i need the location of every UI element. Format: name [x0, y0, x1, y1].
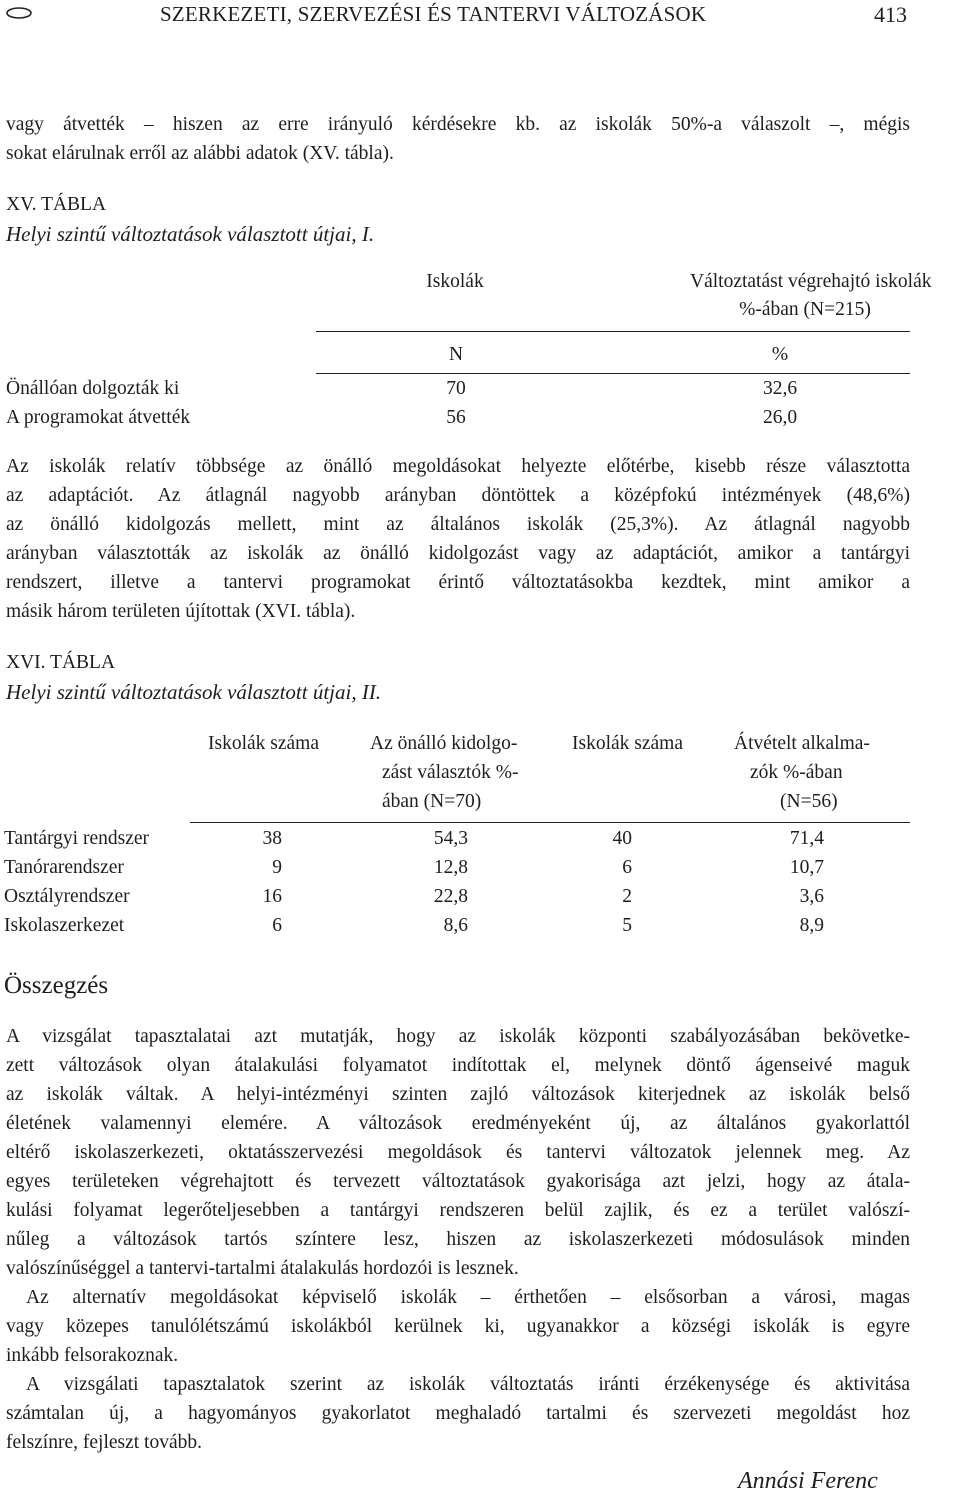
row-label: Önállóan dolgozták ki	[6, 378, 180, 399]
table-col-header: Átvételt alkalma-	[734, 733, 870, 754]
running-header-title: SZERKEZETI, SZERVEZÉSI ÉS TANTERVI VÁLTOZÁSOK	[160, 2, 707, 26]
body-line: kulási folyamat legerőteljesebben a tantárgyi rendszeren belül zajlik, és ez a terület valószí-	[6, 1200, 910, 1221]
table-subheader: N	[448, 344, 464, 365]
page-corner-mark-icon	[4, 5, 34, 21]
table-col-header: Iskolák száma	[208, 733, 320, 754]
intro-line: vagy átvették – hiszen az erre irányuló kérdésekre kb. az iskolák 50%-a válaszolt –, mégis	[6, 114, 910, 135]
cell: 71,4	[789, 828, 824, 849]
body-line: másik három területen újítottak (XVI. tábla).	[6, 601, 356, 622]
intro-line: sokat elárulnak erről az alábbi adatok (XV. tábla).	[6, 143, 394, 164]
row-label: Tanórarendszer	[4, 857, 124, 878]
row-label: Tantárgyi rendszer	[4, 828, 150, 849]
cell: 9	[272, 857, 282, 878]
table-col-header: %-ában (N=215)	[739, 299, 871, 320]
row-label: Iskolaszerkezet	[4, 915, 125, 936]
row-label: A programokat átvették	[6, 407, 191, 428]
body-line: Az iskolák relatív többsége az önálló megoldásokat helyezte előtérbe, kisebb része választotta	[6, 456, 910, 477]
body-line: az adaptációt. Az átlagnál nagyobb arányban döntöttek a középfokú intézmények (48,6%)	[6, 485, 910, 506]
cell: 22,8	[433, 886, 468, 907]
cell: 8,6	[443, 915, 468, 936]
cell: 10,7	[789, 857, 824, 878]
table-col-header: ában (N=70)	[382, 791, 482, 812]
body-line: valószínűséggel a tantervi-tartalmi átalakulás hordozói is lesznek.	[6, 1258, 519, 1279]
table-col-header: zást választók %-	[382, 762, 519, 783]
body-line: az önálló kidolgozás mellett, mint az általános iskolák (25,3%). Az átlagnál nagyobb	[6, 514, 910, 535]
cell: 16	[262, 886, 282, 907]
table-col-header: Iskolák	[426, 271, 484, 292]
table-caption: Helyi szintű változtatások választott útjai, I.	[6, 222, 375, 246]
row-label: Osztályrendszer	[4, 886, 130, 907]
body-line: A vizsgálati tapasztalatok szerint az iskolák változtatás iránti érzékenysége és aktivitása	[26, 1374, 910, 1395]
section-heading: Összegzés	[4, 972, 109, 999]
cell: 2	[622, 886, 632, 907]
body-line: Az alternatív megoldásokat képviselő iskolák – érthetően – elsősorban a városi, magas	[26, 1287, 910, 1308]
cell: 40	[612, 828, 632, 849]
cell: 3,6	[799, 886, 824, 907]
body-line: felszínre, fejleszt tovább.	[6, 1432, 202, 1453]
body-line: rendszert, illetve a tantervi programokat érintő változtatásokba kezdtek, mint amikor a	[6, 572, 910, 593]
cell: 38	[262, 828, 282, 849]
table-col-header: Iskolák száma	[572, 733, 684, 754]
table-col-header: Az önálló kidolgo-	[370, 733, 518, 754]
body-line: eltérő iskolaszerkezeti, oktatásszervezési megoldások és tantervi változatok jelennek meg. Az	[6, 1142, 910, 1163]
body-line: az iskolák váltak. A helyi-intézményi szinten zajló változások kiterjednek az iskolák belső	[6, 1084, 910, 1105]
table-label: XV. TÁBLA	[6, 194, 107, 215]
table-col-header: (N=56)	[780, 791, 838, 812]
table-label: XVI. TÁBLA	[6, 652, 116, 673]
table-col-header: zók %-ában	[750, 762, 843, 783]
body-line: számtalan új, a hagyományos gyakorlatot meghaladó tartalmi és szervezeti megoldást hoz	[6, 1403, 910, 1424]
body-line: nűleg a változások tartós színtere lesz, hiszen az iskolaszerkezeti módosulások minden	[6, 1229, 910, 1250]
page-number: 413	[874, 2, 907, 27]
body-line: zett változások olyan átalakulási folyamatot indítottak el, melynek döntő ágenseivé maguk	[6, 1055, 910, 1076]
cell-pct: 32,6	[762, 378, 798, 399]
author-signature: Annási Ferenc	[738, 1468, 878, 1494]
body-line: A vizsgálat tapasztalatai azt mutatják, hogy az iskolák központi szabályozásában bekövetke-	[6, 1026, 910, 1047]
table-col-header: Változtatást végrehajtó iskolák	[690, 271, 932, 292]
table-rule	[316, 373, 910, 374]
table-caption: Helyi szintű változtatások választott útjai, II.	[6, 680, 382, 704]
cell: 12,8	[433, 857, 468, 878]
cell: 54,3	[433, 828, 468, 849]
table-rule	[190, 822, 910, 823]
table-rule	[316, 331, 910, 332]
cell: 6	[272, 915, 282, 936]
body-line: vagy közepes tanulólétszámú iskolákból kerülnek ki, ugyanakkor a községi iskolák is egyre	[6, 1316, 910, 1337]
body-line: egyes területeken végrehajtott és tervezett változtatások gyakorisága azt jelzi, hogy az átala-	[6, 1171, 910, 1192]
cell-n: 70	[446, 378, 466, 399]
table-subheader: %	[771, 344, 789, 365]
cell: 6	[622, 857, 632, 878]
body-line: arányban választották az iskolák az önálló kidolgozást vagy az adaptációt, amikor a tantárgyi	[6, 543, 910, 564]
body-line: inkább felsorakoznak.	[6, 1345, 179, 1366]
body-line: életének valamennyi elemére. A változások eredményeként új, az általános gyakorlattól	[6, 1113, 910, 1134]
cell: 5	[622, 915, 632, 936]
cell-pct: 26,0	[762, 407, 798, 428]
cell-n: 56	[446, 407, 466, 428]
cell: 8,9	[799, 915, 824, 936]
